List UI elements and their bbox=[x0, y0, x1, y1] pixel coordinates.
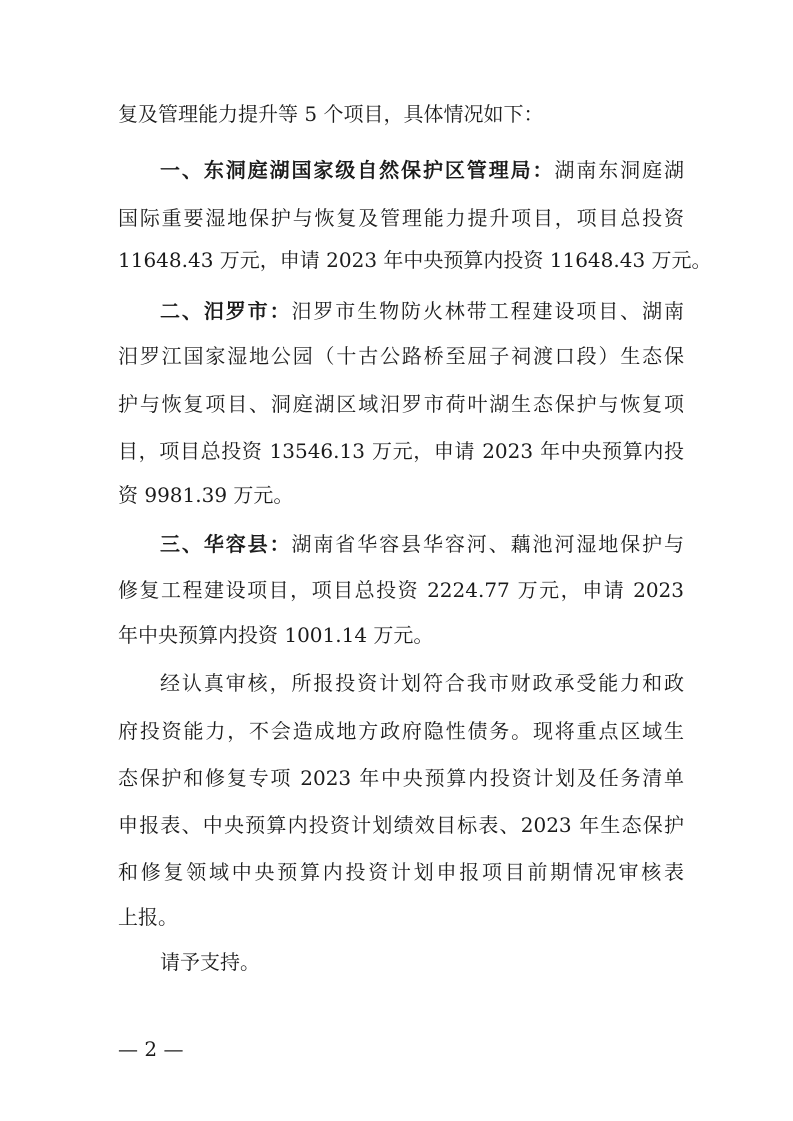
section-2-heading: 二、汨罗市： bbox=[160, 299, 292, 323]
section-1-text: 湖南东洞庭湖 bbox=[554, 158, 685, 182]
closing-line: 请予支持。 bbox=[160, 950, 260, 974]
paragraph-line: 和修复领域中央预算内投资计划申报项目前期情况审核表 bbox=[118, 860, 684, 884]
paragraph-line: 经认真审核，所报投资计划符合我市财政承受能力和政 bbox=[160, 671, 684, 695]
paragraph-line: 目，项目总投资 13546.13 万元，申请 2023 年中央预算内投 bbox=[118, 439, 684, 463]
paragraph-line: 国际重要湿地保护与恢复及管理能力提升项目，项目总投资 bbox=[118, 206, 684, 230]
section-3-text: 湖南省华容县华容河、藕池河湿地保护与 bbox=[291, 532, 685, 556]
paragraph-line: 护与恢复项目、洞庭湖区域汨罗市荷叶湖生态保护与恢复项 bbox=[118, 392, 684, 416]
page-number: — 2 — bbox=[118, 1037, 184, 1061]
paragraph-line: 态保护和修复专项 2023 年中央预算内投资计划及任务清单 bbox=[118, 766, 684, 790]
section-1-line bbox=[160, 157, 684, 183]
section-1-heading: 一、东洞庭湖国家级自然保护区管理局： bbox=[160, 158, 555, 182]
section-3-line bbox=[160, 531, 684, 557]
paragraph-line: 修复工程建设项目，项目总投资 2224.77 万元，申请 2023 bbox=[118, 578, 684, 602]
paragraph-line: 府投资能力，不会造成地方政府隐性债务。现将重点区域生 bbox=[118, 719, 684, 743]
section-2-text: 汨罗市生物防火林带工程建设项目、湖南 bbox=[291, 299, 685, 323]
paragraph-line: 复及管理能力提升等 5 个项目，具体情况如下： bbox=[118, 102, 544, 126]
section-2-line bbox=[160, 298, 684, 324]
paragraph-line: 申报表、中央预算内投资计划绩效目标表、2023 年生态保护 bbox=[118, 813, 684, 837]
section-3-heading: 三、华容县： bbox=[160, 532, 292, 556]
paragraph-line: 资 9981.39 万元。 bbox=[118, 483, 294, 507]
paragraph-line: 上报。 bbox=[118, 905, 178, 929]
paragraph-line: 年中央预算内投资 1001.14 万元。 bbox=[118, 623, 434, 647]
paragraph-line: 汨罗江国家湿地公园（十古公路桥至屈子祠渡口段）生态保 bbox=[118, 344, 684, 368]
paragraph-line: 11648.43 万元，申请 2023 年中央预算内投资 11648.43 万元。 bbox=[118, 248, 712, 272]
